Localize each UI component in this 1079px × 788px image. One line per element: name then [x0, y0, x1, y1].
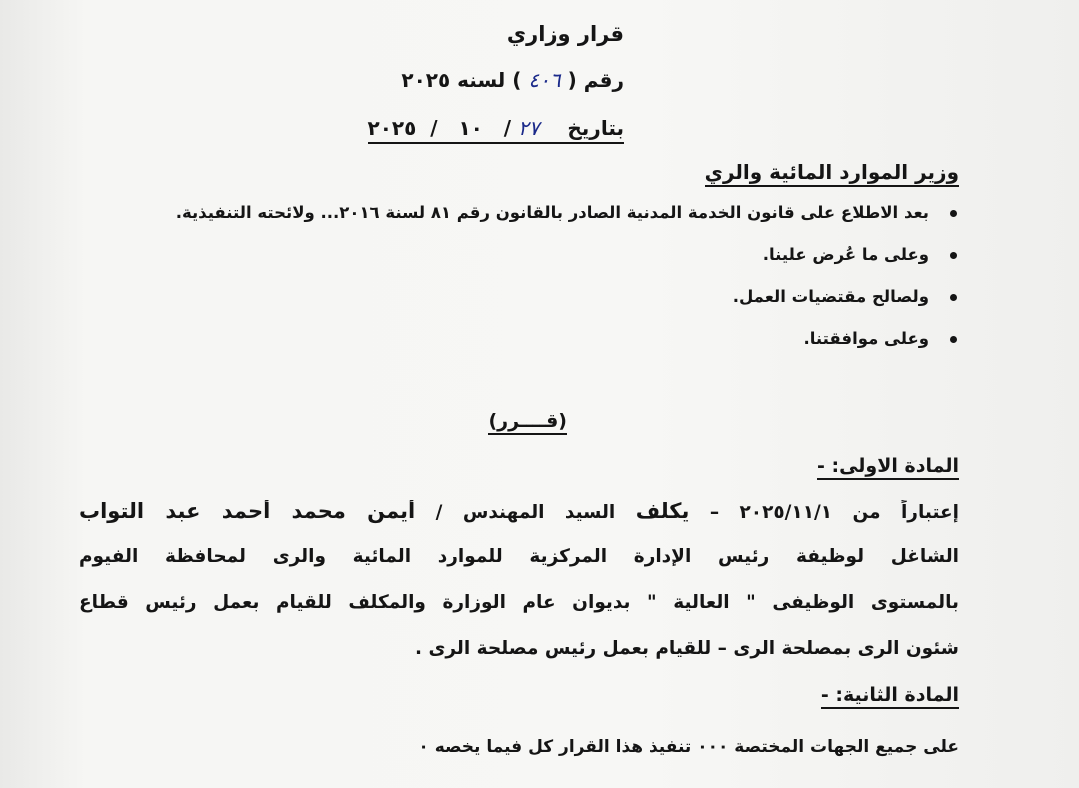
decree-date-month: ١٠ [458, 116, 483, 140]
preamble-item [119, 324, 959, 366]
article1-body [79, 500, 959, 684]
preamble-item [119, 282, 959, 324]
article2-heading: المادة الثانية: - [821, 684, 959, 709]
preamble-item-text: بعد الاطلاع على قانون الخدمة المدنية الصادر بالقانون رقم ٨١ لسنة ٢٠١٦... ولائحته التنفيذية. [175, 203, 929, 222]
decree-title: قرار وزاري [506, 22, 624, 46]
bullet-icon [950, 210, 957, 217]
article1-line: الشاغل لوظيفة رئيس الإدارة المركزية للموارد المائية والرى لمحافظة الفيوم [79, 546, 959, 567]
article1-line: بالمستوى الوظيفى " العالية " بديوان عام الوزارة والمكلف للقيام بعمل رئيس قطاع [79, 592, 959, 613]
decree-date-day: ٢٧ [518, 116, 540, 140]
decree-number-prefix: رقم ( [567, 68, 624, 92]
decided-heading: (قــــرر) [488, 410, 567, 435]
article1-verb: يكلف [635, 500, 690, 523]
preamble-item-text: وعلى ما عُرض علينا. [762, 245, 929, 264]
preamble-item-text: وعلى موافقتنا. [803, 329, 929, 348]
decree-date: بتاريخ ٢٧ / ١٠ / ٢٠٢٥ [368, 116, 625, 144]
article1-person-name: أيمن محمد أحمد عبد التواب [79, 500, 416, 523]
decree-number-value: ٤٠٦ [528, 68, 561, 92]
bullet-icon [950, 252, 957, 259]
article1-heading: المادة الاولى: - [817, 455, 959, 480]
article1-honorific: السيد المهندس / [435, 502, 616, 523]
preamble-item [119, 198, 959, 240]
preamble-item-text: ولصالح مقتضيات العمل. [732, 287, 929, 306]
article2-body: على جميع الجهات المختصة ٠٠٠ تنفيذ هذا القرار كل فيما يخصه ٠ [418, 737, 959, 757]
article1-effective-date: إعتباراً من ٢٠٢٥/١١/١ – [709, 502, 959, 523]
bullet-icon [950, 294, 957, 301]
preamble-list [119, 198, 959, 366]
decree-number-suffix: ) لسنه ٢٠٢٥ [401, 68, 522, 92]
decree-date-year: ٢٠٢٥ [367, 116, 417, 140]
decree-number [401, 68, 624, 92]
article1-line: شئون الرى بمصلحة الرى – للقيام بعمل رئيس مصلحة الرى . [414, 638, 959, 659]
decree-date-prefix: بتاريخ [567, 116, 624, 140]
bullet-icon [950, 336, 957, 343]
preamble-item [119, 240, 959, 282]
article1-line [79, 500, 959, 546]
issuer-title: وزير الموارد المائية والري [705, 160, 959, 187]
